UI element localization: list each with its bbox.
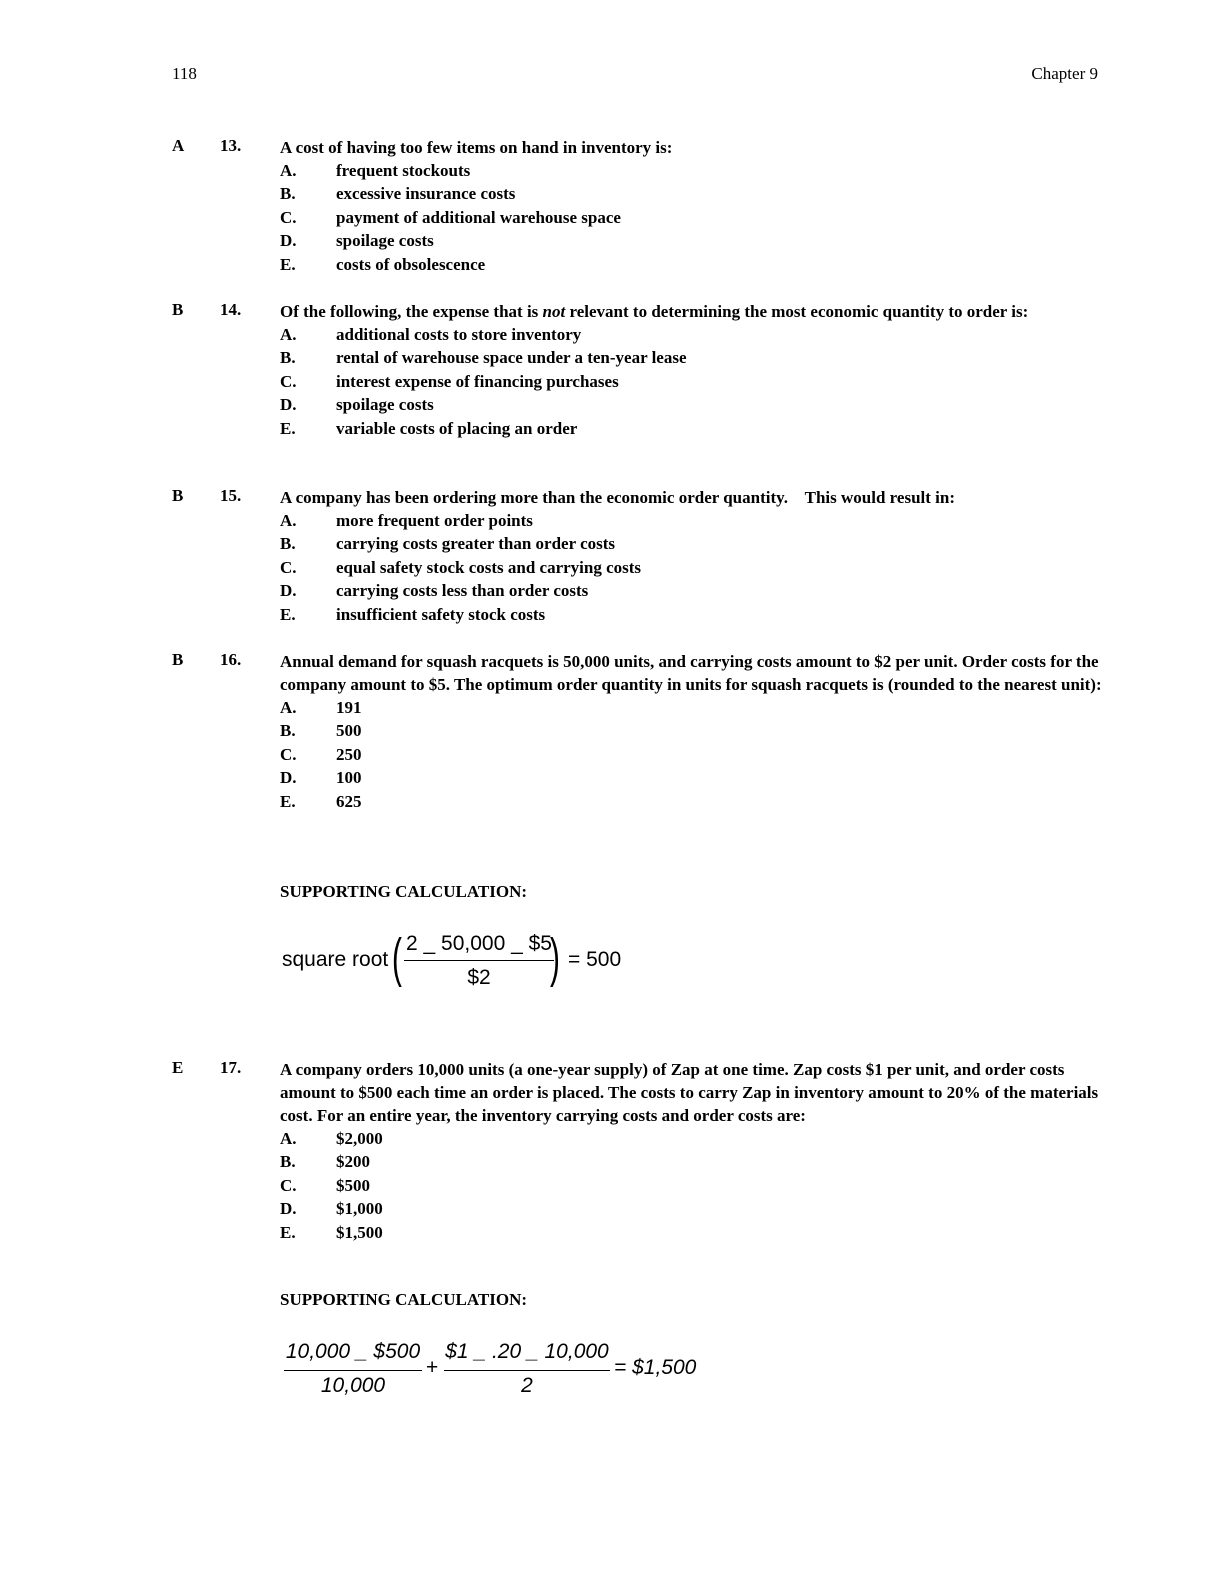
question-17: [172, 1058, 1102, 1244]
option-d: [280, 1197, 1102, 1220]
question-stem: Annual demand for squash racquets is 50,000 units, and carrying costs amount to $2 per unit. Order costs for the company amount to $5. The optimum order quantity in units for squash racquets is (rounded to the nearest unit):: [280, 652, 1102, 694]
right-parenthesis: ): [550, 928, 560, 988]
question-14: [172, 300, 1102, 440]
option-text: spoilage costs: [336, 231, 434, 251]
answer-key: B: [172, 486, 184, 505]
option-text: 191: [336, 698, 362, 717]
option-e: [280, 253, 1102, 276]
option-b: [280, 346, 1102, 369]
option-letter: D.: [280, 1199, 297, 1219]
option-letter: E.: [280, 254, 296, 274]
question-stem: A company has been ordering more than the economic order quantity. This would result in:: [280, 488, 956, 507]
option-c: [280, 743, 1102, 766]
option-c: [280, 206, 1102, 229]
fraction-bar: [404, 960, 554, 961]
option-letter: A.: [280, 698, 297, 717]
page-number: 118: [172, 64, 197, 83]
option-text: more frequent order points: [336, 511, 533, 530]
answer-key: B: [172, 650, 184, 669]
formula-denominator: 10,000: [320, 1374, 386, 1397]
option-list: [280, 696, 1102, 813]
option-letter: E.: [280, 418, 296, 438]
option-text: excessive insurance costs: [336, 184, 516, 204]
option-letter: B.: [280, 534, 296, 554]
option-e: [280, 790, 1102, 813]
option-a: [280, 509, 1102, 532]
option-text: interest expense of financing purchases: [336, 371, 619, 391]
option-letter: A.: [280, 325, 297, 344]
option-b: [280, 182, 1102, 205]
option-letter: E.: [280, 791, 296, 811]
stem-part: relevant to determining the most economic quantity to order is:: [565, 302, 1029, 321]
question-number: 17.: [220, 1058, 242, 1077]
option-text: rental of warehouse space under a ten-year lease: [336, 348, 687, 368]
option-text: frequent stockouts: [336, 161, 471, 180]
formula-numerator: $1 _ .20 _ 10,000: [445, 1340, 609, 1363]
question-number: 15.: [220, 486, 242, 505]
option-text: $2,000: [336, 1129, 383, 1148]
option-letter: B.: [280, 721, 296, 741]
option-letter: C.: [280, 371, 297, 391]
option-d: [280, 766, 1102, 789]
option-a: [280, 1127, 1102, 1150]
eoq-formula: [282, 928, 642, 992]
option-list: [280, 509, 1102, 626]
option-text: 100: [336, 768, 362, 788]
option-letter: D.: [280, 231, 297, 251]
option-text: $500: [336, 1175, 370, 1195]
option-d: [280, 229, 1102, 252]
question-13: [172, 136, 1102, 276]
option-letter: B.: [280, 348, 296, 368]
option-list: [280, 323, 1102, 440]
option-letter: E.: [280, 1222, 296, 1242]
option-letter: E.: [280, 604, 296, 624]
formula-label: square root: [282, 948, 389, 971]
option-letter: C.: [280, 207, 297, 227]
question-15: [172, 486, 1102, 626]
option-text: 625: [336, 791, 362, 811]
page-header: [172, 64, 1098, 90]
formula-denominator: $2: [467, 966, 491, 989]
option-letter: A.: [280, 1129, 297, 1148]
question-number: 16.: [220, 650, 242, 669]
option-letter: D.: [280, 768, 297, 788]
option-e: [280, 603, 1102, 626]
option-b: [280, 719, 1102, 742]
question-number: 13.: [220, 136, 242, 155]
option-text: insufficient safety stock costs: [336, 604, 546, 624]
formula-numerator: 2 _ 50,000 _ $5: [406, 932, 552, 955]
option-letter: D.: [280, 581, 297, 601]
question-stem: A company orders 10,000 units (a one-year supply) of Zap at one time. Zap costs $1 per unit, and order costs amount to $500 each time an order is placed. The costs to carry Zap in inventory amount to 20% of the materials cost. For an entire year, the inventory carrying costs and order costs are:: [280, 1060, 1099, 1125]
chapter-title: Chapter 9: [1031, 64, 1098, 83]
option-e: [280, 1221, 1102, 1244]
option-list: [280, 159, 1102, 276]
total-cost-formula: [284, 1340, 724, 1404]
answer-key: E: [172, 1058, 184, 1077]
stem-emphasis: not: [542, 302, 566, 321]
option-b: [280, 1150, 1102, 1173]
option-text: $200: [336, 1152, 370, 1172]
option-letter: C.: [280, 557, 297, 577]
option-letter: B.: [280, 1152, 296, 1172]
option-c: [280, 370, 1102, 393]
option-list: [280, 1127, 1102, 1244]
formula-denominator: 2: [521, 1374, 533, 1397]
option-e: [280, 417, 1102, 440]
option-text: spoilage costs: [336, 395, 434, 415]
question-stem: [280, 300, 1102, 323]
option-text: 500: [336, 721, 362, 741]
stem-part: Of the following, the expense that is: [280, 302, 543, 321]
option-d: [280, 579, 1102, 602]
option-c: [280, 1174, 1102, 1197]
plus-sign: +: [426, 1356, 439, 1379]
option-b: [280, 532, 1102, 555]
option-text: $1,000: [336, 1199, 383, 1219]
option-text: costs of obsolescence: [336, 254, 486, 274]
option-text: equal safety stock costs and carrying costs: [336, 557, 642, 577]
option-c: [280, 556, 1102, 579]
option-text: carrying costs less than order costs: [336, 581, 589, 601]
option-d: [280, 393, 1102, 416]
option-text: variable costs of placing an order: [336, 418, 578, 438]
option-text: payment of additional warehouse space: [336, 207, 621, 227]
option-letter: A.: [280, 161, 297, 180]
option-letter: D.: [280, 395, 297, 415]
option-letter: C.: [280, 744, 297, 764]
fraction-bar: [444, 1370, 610, 1371]
question-stem: A cost of having too few items on hand in inventory is:: [280, 138, 673, 157]
option-text: $1,500: [336, 1222, 383, 1242]
supporting-calculation-heading: SUPPORTING CALCULATION:: [280, 1290, 528, 1309]
formula-result: = 500: [568, 948, 622, 971]
left-parenthesis: (: [392, 928, 402, 988]
answer-key: B: [172, 300, 184, 319]
formula-numerator: 10,000 _ $500: [285, 1340, 421, 1363]
option-letter: A.: [280, 511, 297, 530]
answer-key: A: [172, 136, 185, 155]
option-text: carrying costs greater than order costs: [336, 534, 616, 554]
option-a: [280, 159, 1102, 182]
option-a: [280, 323, 1102, 346]
option-text: additional costs to store inventory: [336, 325, 582, 344]
question-16: [172, 650, 1102, 813]
supporting-calculation-heading: SUPPORTING CALCULATION:: [280, 882, 528, 901]
option-letter: C.: [280, 1175, 297, 1195]
option-letter: B.: [280, 184, 296, 204]
option-text: 250: [336, 744, 362, 764]
formula-result: = $1,500: [614, 1356, 697, 1379]
option-a: [280, 696, 1102, 719]
fraction-bar: [284, 1370, 422, 1371]
question-number: 14.: [220, 300, 242, 319]
